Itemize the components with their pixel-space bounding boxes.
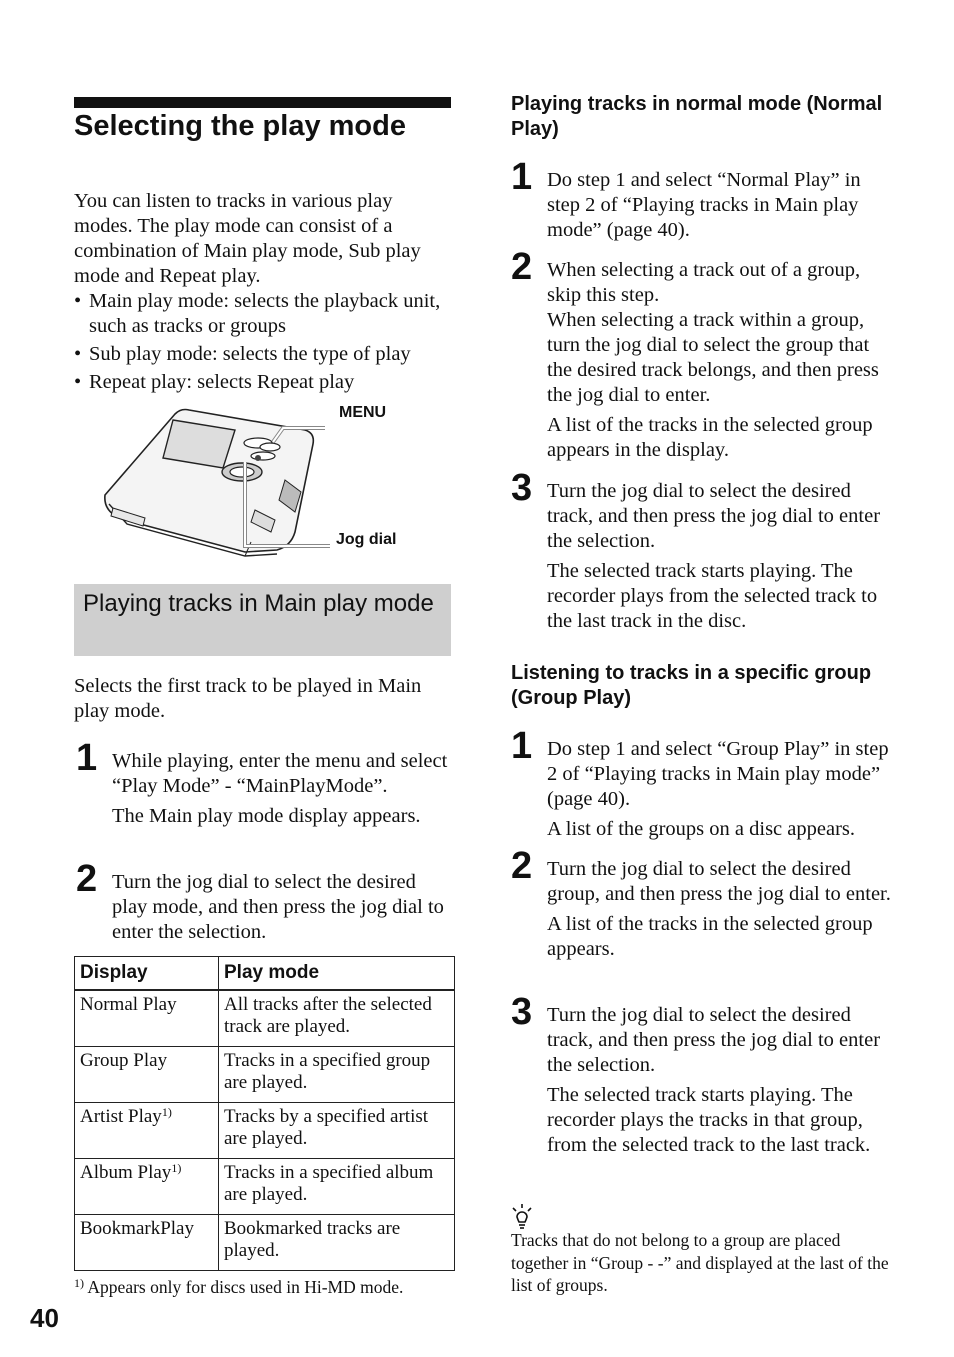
step-text [547, 857, 892, 962]
step-text [547, 258, 892, 463]
lightbulb-tip-icon [511, 1203, 533, 1229]
table-cell-display [75, 1159, 219, 1215]
table-cell-display [75, 990, 219, 1047]
table-cell-mode: Tracks by a specified artist are played. [219, 1103, 455, 1159]
table-header-row [75, 957, 455, 991]
step-instruction: Turn the jog dial to select the desired play mode, and then press the jog dial to enter the selection. [112, 871, 444, 943]
page-number: 40 [30, 1303, 59, 1333]
table-cell-mode: All tracks after the selected track are played. [219, 990, 455, 1047]
page-title: Selecting the play mode [74, 110, 406, 142]
table-cell-display [75, 1215, 219, 1271]
intro-text: You can listen to tracks in various play modes. The play mode can consist of a combination of Main play mode, Sub play mode and Repeat play. [74, 190, 421, 287]
table-row [75, 1047, 455, 1103]
play-mode-table [74, 956, 455, 1271]
title-rule [74, 97, 451, 108]
list-item: • Main play mode: selects the playback unit, such as tracks or groups [74, 289, 452, 339]
main-play-heading: Playing tracks in Main play mode [74, 584, 451, 656]
table-cell-mode: Tracks in a specified group are played. [219, 1047, 455, 1103]
footnote-marker: 1) [74, 1276, 84, 1290]
step-number: 1 [511, 725, 533, 767]
tip-text: Tracks that do not belong to a group are placed together in “Group - -” and displayed at the last of the list of groups. [511, 1230, 889, 1295]
display-name: Album Play [80, 1162, 172, 1183]
table-header-cell: Play mode [219, 957, 455, 991]
step-instruction: Do step 1 and select “Group Play” in step 2 of “Playing tracks in Main play mode” (page 40). [547, 738, 889, 810]
step-number: 2 [76, 858, 98, 900]
footnote-marker: 1) [171, 1161, 182, 1175]
step-instruction: Do step 1 and select “Normal Play” in step 2 of “Playing tracks in Main play mode” (page 40). [547, 169, 861, 241]
table-row [75, 1159, 455, 1215]
step-number: 2 [511, 246, 533, 288]
display-name: Group Play [80, 1050, 168, 1071]
step-instruction: While playing, enter the menu and select “Play Mode” - “MainPlayMode”. [112, 750, 448, 797]
step-number: 1 [511, 156, 533, 198]
table-cell-display [75, 1047, 219, 1103]
footnote [74, 1276, 403, 1298]
normal-play-heading: Playing tracks in normal mode (Normal Play) [511, 93, 883, 140]
step-result: The selected track starts playing. The recorder plays from the selected track to the last track in the disc. [547, 560, 878, 632]
step-number: 3 [511, 991, 533, 1033]
step-text [547, 479, 892, 634]
table-row [75, 990, 455, 1047]
display-name: Artist Play [80, 1106, 162, 1127]
play-mode-bullet-list [74, 289, 452, 395]
step-instruction: Turn the jog dial to select the desired track, and then press the jog dial to enter the selection. [547, 1004, 881, 1076]
intro-paragraph [74, 189, 452, 398]
display-name: Normal Play [80, 994, 177, 1015]
step-result: A list of the tracks in the selected group appears. [547, 913, 873, 960]
menu-callout-label: MENU [339, 404, 387, 421]
list-item: • Sub play mode: selects the type of play [74, 342, 452, 367]
step-result: The selected track starts playing. The recorder plays the tracks in that group, from the selected track to the last track. [547, 1084, 871, 1156]
step-number: 2 [511, 845, 533, 887]
step-instruction: Turn the jog dial to select the desired group, and then press the jog dial to enter. [547, 858, 891, 905]
step-result: A list of the groups on a disc appears. [547, 818, 856, 840]
step-result: The Main play mode display appears. [112, 805, 421, 827]
step-instruction: When selecting a track within a group, turn the jog dial to select the group that the desired track belongs, and then press the jog dial to enter. [547, 309, 879, 406]
group-play-heading: Listening to tracks in a specific group (Group Play) [511, 662, 872, 709]
step-instruction: When selecting a track out of a group, skip this step. [547, 259, 861, 306]
step-result: A list of the tracks in the selected group appears in the display. [547, 414, 873, 461]
list-item: • Repeat play: selects Repeat play [74, 370, 452, 395]
footnote-text: Appears only for discs used in Hi-MD mode. [87, 1277, 404, 1297]
step-number: 1 [76, 737, 98, 779]
step-text [112, 749, 452, 829]
table-header-cell: Display [75, 957, 219, 991]
table-cell-mode: Tracks in a specified album are played. [219, 1159, 455, 1215]
table-row [75, 1215, 455, 1271]
table-cell-display [75, 1103, 219, 1159]
display-name: BookmarkPlay [80, 1218, 194, 1239]
step-number: 3 [511, 467, 533, 509]
table-row [75, 1103, 455, 1159]
step-instruction: Turn the jog dial to select the desired track, and then press the jog dial to enter the selection. [547, 480, 881, 552]
step-text [547, 1003, 892, 1158]
step-text [547, 737, 892, 842]
table-cell-mode: Bookmarked tracks are played. [219, 1215, 455, 1271]
main-play-intro: Selects the first track to be played in Main play mode. [74, 675, 422, 722]
footnote-marker: 1) [161, 1105, 172, 1119]
jog-dial-callout-label: Jog dial [336, 531, 397, 548]
